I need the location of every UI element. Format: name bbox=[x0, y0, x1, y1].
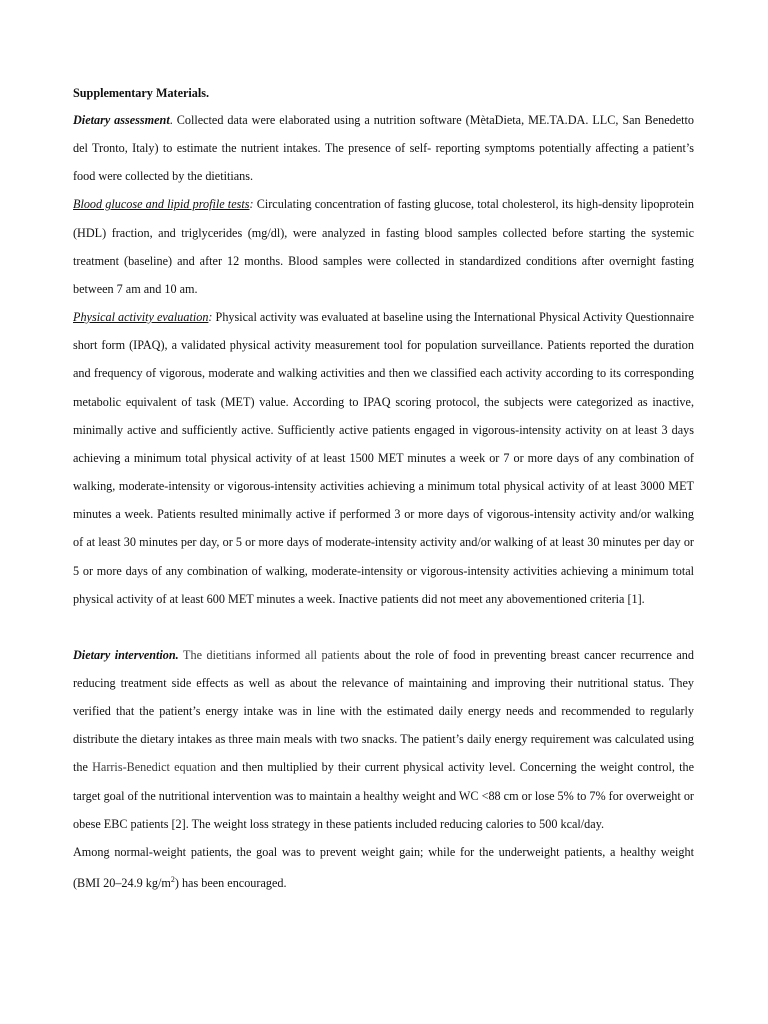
normal-weight-paragraph bbox=[73, 838, 694, 897]
physical-activity-label-suffix: : bbox=[208, 310, 213, 325]
physical-activity-label: Physical activity evaluation bbox=[73, 310, 209, 325]
dietary-assessment-paragraph bbox=[73, 106, 694, 190]
blood-tests-label-suffix: : bbox=[249, 197, 254, 212]
dietary-intervention-text-a: The dietitians informed all patients bbox=[178, 647, 360, 662]
dietary-intervention-label: Dietary intervention. bbox=[73, 647, 179, 662]
dietary-intervention-text-c: and then multiplied by their current physical activity level. Concerning the weight control, the target goal of the nutritional intervention was to maintain a healthy weight and WC <88 cm or lose 5% to 7% for overweight or obese EBC patients [2]. The weight loss strategy in these patients included reducing calories to 500 kcal/day. bbox=[73, 760, 694, 831]
physical-activity-paragraph bbox=[73, 303, 694, 613]
document-page bbox=[73, 80, 694, 897]
squared-superscript: 2 bbox=[170, 875, 175, 885]
physical-activity-text: Physical activity was evaluated at baseline using the International Physical Activity Questionnaire short form (IPAQ), a validated physical activity measurement tool for population surveillance. Patients reported the duration and frequency of vigorous, moderate and walking activities and then we classified each activity according to its corresponding metabolic equivalent of task (MET) value. According to IPAQ scoring protocol, the subjects were categorized as inactive, minimally active and sufficiently active. Sufficiently active patients engaged in vigorous-intensity activity on at least 3 days achieving a minimum total physical activity of at least 1500 MET minutes a week or 7 or more days of any combination of walking, moderate-intensity or vigorous-intensity activities achieving a minimum total physical activity of at least 3000 MET minutes a week. Patients resulted minimally active if performed 3 or more days of vigorous-intensity activity and/or walking of at least 30 minutes per day, or 5 or more days of moderate-intensity activity and/or walking of at least 30 minutes per day or 5 or more days of any combination of walking, moderate-intensity or vigorous-intensity activities achieving a minimum total physical activity of at least 600 MET minutes a week. Inactive patients did not meet any abovementioned criteria [1]. bbox=[73, 310, 695, 606]
dietary-assessment-label-suffix: . bbox=[169, 113, 173, 127]
blood-tests-paragraph bbox=[73, 190, 694, 303]
dietary-assessment-label: Dietary assessment bbox=[73, 113, 170, 127]
document-title: Supplementary Materials. bbox=[73, 86, 210, 100]
dietary-intervention-text-b: about the role of food in preventing breast cancer recurrence and reducing treatment side effects as well as about the relevance of maintaining and improving their nutritional status. They verified that the patient’s energy intake was in line with the estimated daily energy needs and recommended to regularly distribute the dietary intakes as three main meals with two snacks. The patient’s daily energy requirement was calculated using the bbox=[73, 647, 694, 775]
blood-tests-label: Blood glucose and lipid profile tests bbox=[73, 197, 250, 212]
blood-tests-text: Circulating concentration of fasting glucose, total cholesterol, its high-density lipoprotein (HDL) fraction, and triglycerides (mg/dl), were analyzed in fasting blood samples collected before starting the systemic treatment (baseline) and after 12 months. Blood samples were collected in standardized conditions after overnight fasting between 7 am and 10 am. bbox=[73, 197, 694, 296]
harris-benedict-equation: Harris-Benedict equation bbox=[92, 760, 217, 775]
normal-weight-text-a: Among normal-weight patients, the goal was to prevent weight gain; while for the underweight patients, a healthy weight (BMI 20–24.9 kg/m bbox=[73, 844, 694, 891]
normal-weight-text-b: ) has been encouraged. bbox=[174, 876, 287, 891]
dietary-intervention-paragraph bbox=[73, 641, 694, 838]
dietary-assessment-text: Collected data were elaborated using a nutrition software (MètaDieta, ME.TA.DA. LLC, San Benedetto del Tronto, Italy) to estimate the nutrient intakes. The presence of self- reporting symptoms potentially affecting a patient’s food were collected by the dietitians. bbox=[73, 113, 694, 184]
section-spacer bbox=[73, 613, 694, 641]
